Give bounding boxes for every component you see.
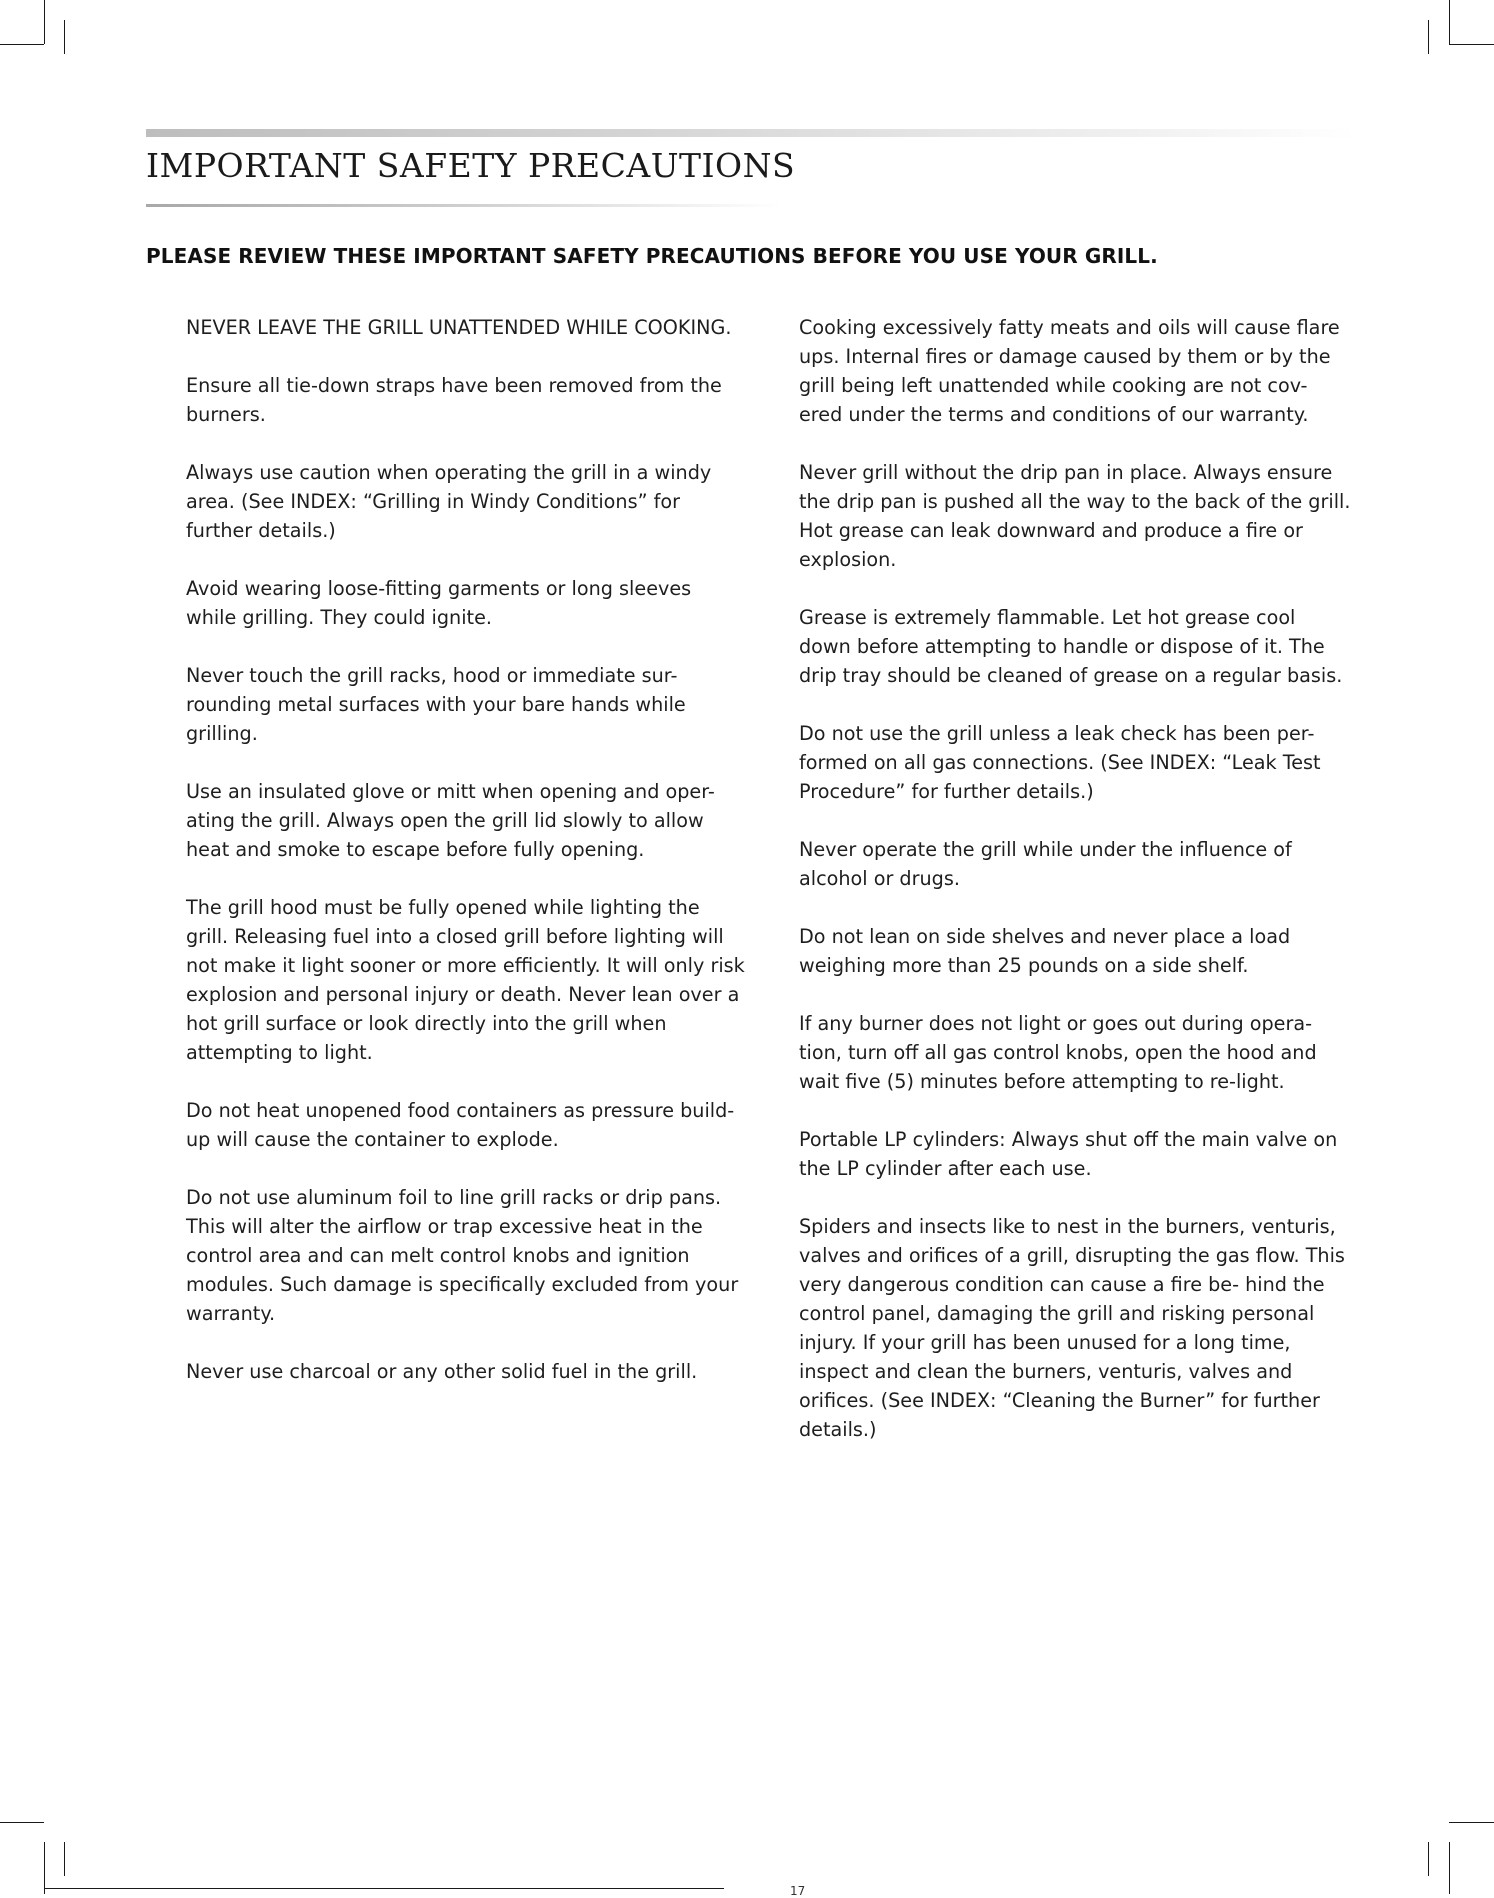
crop-mark <box>1428 1842 1429 1876</box>
crop-mark <box>0 44 44 45</box>
precaution-paragraph: Never operate the grill while under the influence of alcohol or drugs. <box>799 838 1292 890</box>
left-column <box>186 313 746 1415</box>
precaution-paragraph: Never use charcoal or any other solid fuel in the grill. <box>186 1360 698 1383</box>
precaution-paragraph: NEVER LEAVE THE GRILL UNATTENDED WHILE COOKING. <box>186 316 732 339</box>
crop-mark <box>1449 1822 1494 1823</box>
precaution-paragraph: Do not use aluminum foil to line grill racks or drip pans. This will alter the airflow or trap excessive heat in the control area and can melt control knobs and ignition modules. Such damage is specifically excluded from your warranty. <box>186 1186 739 1325</box>
precaution-paragraph: Do not use the grill unless a leak check has been per- formed on all gas connections. (See INDEX: “Leak Test Procedure” for further details.) <box>799 722 1321 803</box>
crop-mark <box>1449 0 1450 44</box>
crop-mark <box>1449 44 1494 45</box>
crop-mark <box>44 1842 45 1894</box>
crop-mark <box>64 20 65 54</box>
precaution-paragraph: The grill hood must be fully opened while lighting the grill. Releasing fuel into a closed grill before lighting will not make it light sooner or more efficiently. It will only risk explosion and personal injury or death. Never lean over a hot grill surface or look directly into the grill when attempting to light. <box>186 896 745 1064</box>
section-subtitle: PLEASE REVIEW THESE IMPORTANT SAFETY PRECAUTIONS BEFORE YOU USE YOUR GRILL. <box>146 244 1158 268</box>
precaution-paragraph: Avoid wearing loose-fitting garments or long sleeves while grilling. They could ignite. <box>186 577 692 629</box>
crop-mark <box>44 0 45 44</box>
precaution-paragraph: Grease is extremely flammable. Let hot grease cool down before attempting to handle or dispose of it. The drip tray should be cleaned of grease on a regular basis. <box>799 606 1343 687</box>
precaution-paragraph: Never grill without the drip pan in place. Always ensure the drip pan is pushed all the way to the back of the grill. Hot grease can leak downward and produce a fire or explosion. <box>799 461 1351 571</box>
precaution-paragraph: Always use caution when operating the grill in a windy area. (See INDEX: “Grilling in Windy Conditions” for further details.) <box>186 461 712 542</box>
precaution-paragraph: Never touch the grill racks, hood or immediate sur- rounding metal surfaces with your bare hands while grilling. <box>186 664 686 745</box>
page-title: IMPORTANT SAFETY PRECAUTIONS <box>146 146 796 185</box>
precaution-paragraph: Portable LP cylinders: Always shut off the main valve on the LP cylinder after each use. <box>799 1128 1338 1180</box>
page-number: 17 <box>790 1884 806 1898</box>
right-column <box>799 313 1351 1473</box>
precaution-paragraph: If any burner does not light or goes out during opera- tion, turn off all gas control knobs, open the hood and wait five (5) minutes before attempting to re-light. <box>799 1012 1317 1093</box>
footer-rule <box>44 1888 724 1889</box>
precaution-paragraph: Spiders and insects like to nest in the burners, venturis, valves and orifices of a grill, disrupting the gas flow. This very dangerous condition can cause a fire be- hind the control panel, damaging the grill and risking personal injury. If your grill has been unused for a long time, inspect and clean the burners, venturis, valves and orifices. (See INDEX: “Cleaning the Burner” for further details.) <box>799 1215 1345 1441</box>
precaution-paragraph: Do not lean on side shelves and never place a load weighing more than 25 pounds on a side shelf. <box>799 925 1291 977</box>
precaution-paragraph: Cooking excessively fatty meats and oils will cause flare ups. Internal fires or damage caused by them or by the grill being left unattended while cooking are not cov- ered under the terms and conditions of our warranty. <box>799 316 1340 426</box>
precaution-paragraph: Do not heat unopened food containers as pressure build-up will cause the container to explode. <box>186 1099 735 1151</box>
crop-mark <box>0 1822 44 1823</box>
precaution-paragraph: Ensure all tie-down straps have been removed from the burners. <box>186 374 722 426</box>
precaution-paragraph: Use an insulated glove or mitt when opening and oper- ating the grill. Always open the grill lid slowly to allow heat and smoke to escape before fully opening. <box>186 780 715 861</box>
crop-mark <box>1428 20 1429 54</box>
title-underline <box>146 204 782 207</box>
crop-mark <box>64 1842 65 1876</box>
crop-mark <box>1449 1842 1450 1894</box>
header-rule <box>146 129 1356 137</box>
